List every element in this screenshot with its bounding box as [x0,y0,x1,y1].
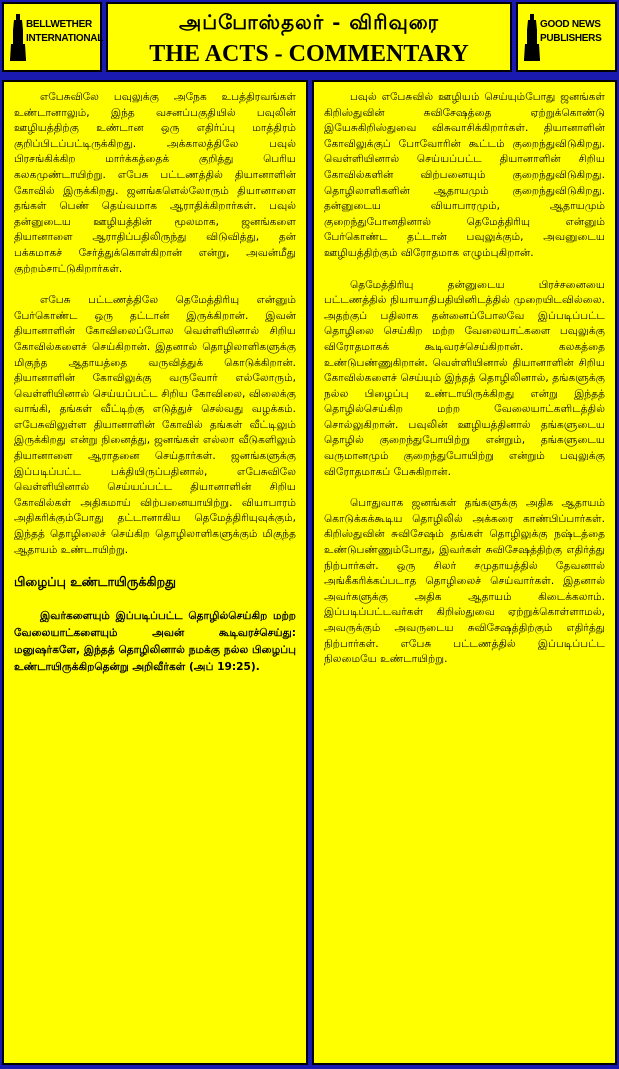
title-box [106,2,512,72]
right-paragraph-3: பொதுவாக ஜனங்கள் தங்களுக்கு அதிக ஆதாயம் கொடுக்கக்கூடிய தொழிலில் அக்கரை காண்பிப்பார்கள். கிறிஸ்துவின் சுவிசேஷம் தங்கள் தொழிலுக்கு நஷ்டத்தை உண்டுபண்ணும்போது, இவர்கள் சுவிசேஷத்திற்கு எதிர்த்து நிற்பார்கள். ஒரு சிலர் சமுதாயத்தில் தேவனால் அங்கீகரிக்கப்படாத தொழிலைச் செய்வார்கள். இதனால் அவர்களுக்கு அதிக ஆதாயம் கிடைக்கலாம். இப்படிப்பட்டவர்கள் கிறிஸ்துவை ஏற்றுக்கொள்ளாமல், அவருக்கும் அவருடைய சுவிசேஷத்திற்கும் எதிர்த்து நிற்பார்கள். எபேசு பட்டணத்தில் இப்படிப்பட்ட நிலமையே உண்டாயிற்று. [324,497,605,666]
title-english: THE ACTS - COMMENTARY [149,41,469,67]
good-news-logo [516,2,617,72]
tower-icon [524,14,540,62]
left-paragraph-1: எபேசுவிலே பவுலுக்கு அநேக உபத்திரவங்கள் உண்டானாலும், இந்த வசனப்பகுதியில் பவுலின் ஊழியத்திற்கு உண்டான ஒரு எதிர்ப்பு மாத்திரம் குறிப்பிடப்பட்டிருக்கிறது. அக்காலத்திலே பவுல் பிரசங்கிக்கிற மார்க்கத்தைக் குறித்து பெரிய கலகமுண்டாயிற்று. எபேசு பட்டணத்தில் தியானாளின் கோவில் இருக்கிறது. ஜனங்களெல்லோரும் தியானாளை தங்கள் பெண் தெய்வமாக ஆராதிக்கிறார்கள். பவுல் தன்னுடைய ஊழியத்தின் மூலமாக, ஜனங்களை தியானாளை ஆராதிப்பதிலிருந்து விடுவித்து, தன் பக்கமாகச் சேர்த்துக்கொள்கிறான் என்று, அவன்மீது குற்றம்சாட்டுகிறார்கள். [14,91,296,275]
good-news-logo-text: GOOD NEWS PUBLISHERS [540,19,602,44]
header [2,2,617,76]
bible-verse: இவர்களையும் இப்படிப்பட்ட தொழில்செய்கிற மற்ற வேலையாட்களையும் அவன் கூடிவரச்செய்து: மனுஷர்களே, இந்தத் தொழிலினால் நமக்கு நல்ல பிழைப்பு உண்டாயிருக்கிறதென்று அறிவீர்கள் (அப் 19:25). [14,609,296,673]
title-tamil: அப்போஸ்தலர் - விரிவுரை [179,10,439,34]
left-paragraph-2: எபேசு பட்டணத்திலே தெமேத்திரியு என்னும் பேர்கொண்ட ஒரு தட்டான் இருக்கிறான். இவன் தியானாளின் கோவிலைப்போல வெள்ளியினால் சிறிய கோவில்களைச் செய்கிறான். இதனால் தொழிலாளிகளுக்கு மிகுந்த ஆதாயத்தை வருவித்துக் கொடுக்கிறான். தியானாளின் கோவிலுக்கு வருவோர் எல்லோரும், வெள்ளியினால் செய்யப்பட்ட சிறிய கோவிலை, விலைக்கு வாங்கி, தங்கள் வீட்டிற்கு எடுத்துச் செல்வது வழக்கம். எபேசுவிலுள்ள தியானாளின் கோவில் தங்கள் வீட்டிலும் இருக்கிறது என்று நினைத்து, ஜனங்கள் எல்லா வீடுகளிலும் தியானாளை ஆராதனை செய்தார்கள். ஜனங்களுக்கு இப்படிப்பட்ட பக்தியிருப்பதினால், எபேசுவிலே வெள்ளியினால் செய்யப்பட்ட தியானாளின் சிறிய கோவில்கள் அதிகமாய் விற்பனையாயிற்று. வியாபாரம் அதிகரிக்கும்போது தட்டானாகிய தெமேத்திரியுவுக்கும், இந்தத் தொழிலைச் செய்கிற தொழிலாளிகளுக்கும் மிகுந்த ஆதாயம் உண்டாயிற்று. [14,294,296,556]
section-subheading: பிழைப்பு உண்டாயிருக்கிறது [14,574,176,590]
right-column [312,80,617,1065]
bellwether-logo [2,2,102,72]
tower-icon [10,14,26,62]
right-paragraph-2: தெமேத்திரியு தன்னுடைய பிரச்சனையை பட்டணத்தில் நியாயாதிபதியினிடத்தில் முறையிடவில்லை. அதற்குப் பதிலாக தன்னைப்போலவே இப்படிப்பட்ட தொழிலை செய்கிற மற்ற வேலையாட்களை பவுலுக்கு விரோதமாகக் கூடிவரச்செய்கிறான். கலகத்தை உண்டுபண்ணுகிறான். வெள்ளியினால் தியானாளின் சிறிய கோவில்களைச் செய்யும் இந்தத் தொழிலினால், தங்களுக்கு நல்ல பிழைப்பு உண்டாயிருக்கிறது என்று இந்தத் தொழில்செய்கிற மற்ற வேலையாட்களிடத்தில் சொல்லுகிறான். பவுலின் ஊழியத்தினால் தங்களுடைய தொழில் குறைந்துபோயிற்று என்றும், தங்களுடைய வருமானமும் குறைந்துபோயிற்று என்றும் பவுலுக்கு விரோதமாகப் பேசுகிறான். [324,278,605,478]
bellwether-logo-text: BELLWETHER INTERNATIONAL [26,19,104,44]
left-column [2,80,308,1065]
right-paragraph-1: பவுல் எபேசுவில் ஊழியம் செய்யும்போது ஜனங்கள் கிறிஸ்துவின் சுவிசேஷத்தை ஏற்றுக்கொண்டு இயேசுகிறிஸ்துவை விசுவாசிக்கிறார்கள். தியானாளின் கோவிலுக்குப் போவோரின் கூட்டம் குறைந்துவிடுகிறது. வெள்ளியினால் செய்யப்பட்ட தியானாளின் சிறிய கோவில்களின் விற்பனையும் குறைந்துவிடுகிறது. தொழிலாளிகளின் ஆதாயமும் குறைந்துவிடுகிறது. தன்னுடைய வியாபாரமும், ஆதாயமும் குறைந்துபோனதினால் தெமேத்திரியு என்னும் பேர்கொண்ட தட்டான் பவுலுக்கும், அவனுடைய ஊழியத்திற்கும் விரோதமாக எழும்புகிறான். [324,91,605,259]
